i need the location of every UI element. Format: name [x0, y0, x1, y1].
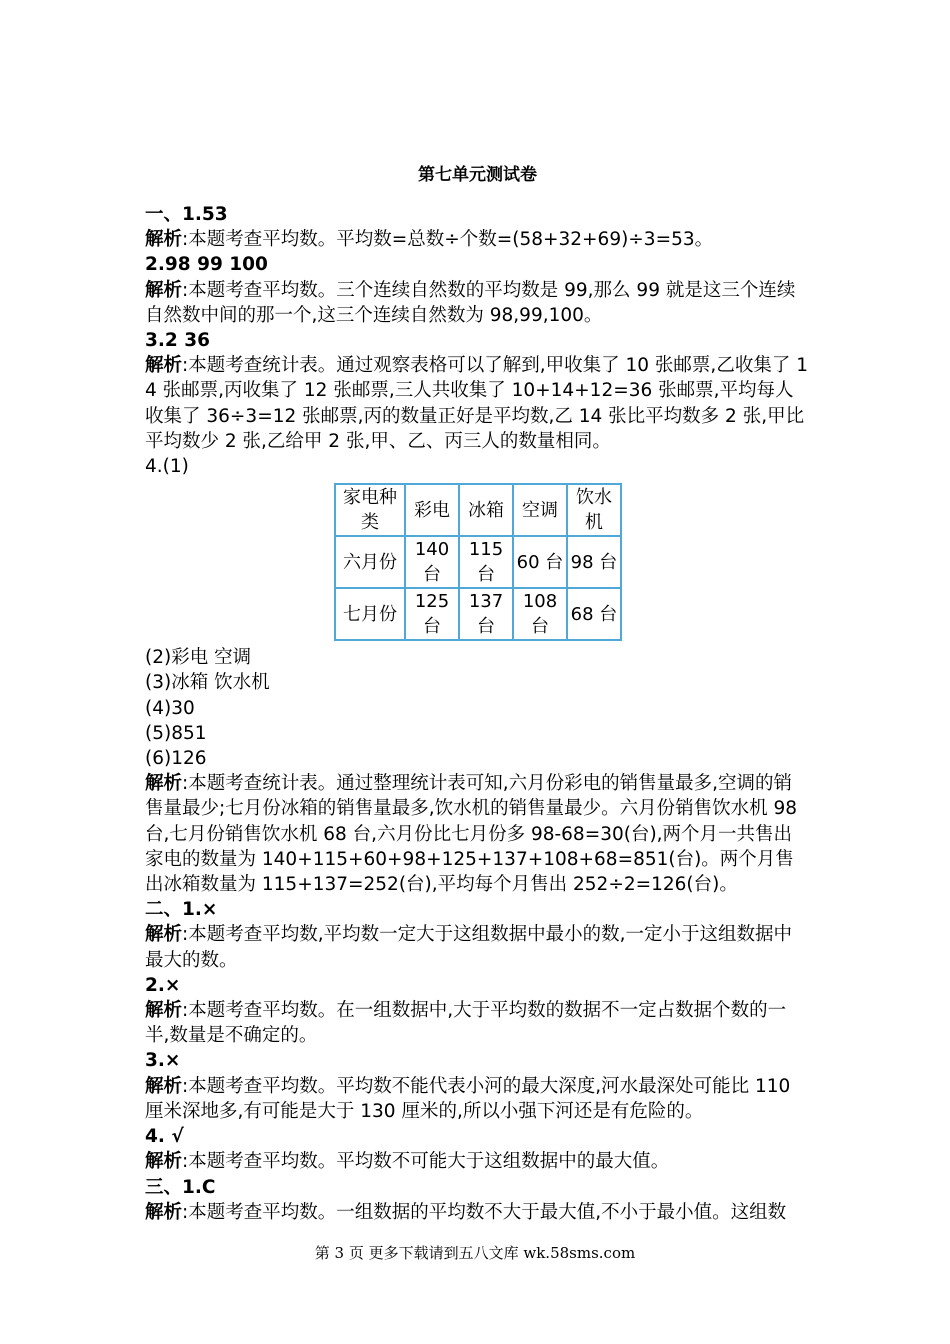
appliance-sales-table-wrap [334, 483, 810, 641]
s2-q2-analysis: 解析:本题考查平均数。在一组数据中,大于平均数的数据不一定占数据个数的一半,数量是不确定的。 [145, 1000, 787, 1047]
s3-q1-answer: 三、1.C [145, 1176, 216, 1198]
s2-q2-answer: 2.× [145, 974, 181, 996]
table-cell: 115 台 [459, 536, 513, 588]
s1-q1-answer: 一、1.53 [145, 204, 228, 225]
table-header-cell: 冰箱 [459, 484, 513, 536]
s1-q1-analysis: 解析:本题考查平均数。平均数=总数÷个数=(58+32+69)÷3=53。 [145, 229, 714, 251]
analysis-label: 解析 [145, 1201, 183, 1223]
page-title: 第七单元测试卷 [418, 165, 537, 185]
table-row [335, 536, 621, 588]
s1-q2-answer: 2.98 99 100 [145, 254, 268, 276]
table-cell: 七月份 [335, 588, 405, 640]
table-row [335, 588, 621, 640]
analysis-label: 解析 [145, 924, 183, 946]
table-header-cell: 空调 [513, 484, 567, 536]
appliance-sales-table [334, 483, 622, 641]
s1-q3-analysis: 解析:本题考查统计表。通过观察表格可以了解到,甲收集了 10 张邮票,乙收集了 14 张邮票,丙收集了 12 张邮票,三人共收集了 10+14+12=36 张邮票,平均每人收集了 36÷3=12 张邮票,丙的数量正好是平均数,乙 14 张比平均数多 2 张,甲比平均数少 2 张,乙给甲 2 张,甲、乙、丙三人的数量相同。 [145, 355, 808, 452]
analysis-label: 解析 [145, 773, 183, 795]
table-cell: 137 台 [459, 588, 513, 640]
table-cell: 125 台 [405, 588, 459, 640]
s2-q4-answer: 4. √ [145, 1126, 184, 1148]
table-cell: 140 台 [405, 536, 459, 588]
s3-q1-analysis: 解析:本题考查平均数。一组数据的平均数不大于最大值,不小于最小值。这组数 [145, 1201, 787, 1223]
s1-q4-3: (3)冰箱 饮水机 [145, 672, 270, 694]
table-cell: 60 台 [513, 536, 567, 588]
s2-q3-analysis: 解析:本题考查平均数。平均数不能代表小河的最大深度,河水最深处可能比 110 厘米深地多,有可能是大于 130 厘米的,所以小强下河还是有危险的。 [145, 1075, 791, 1122]
s1-q4-label: 4.(1) [145, 456, 189, 478]
table-header-cell: 彩电 [405, 484, 459, 536]
s2-q3-answer: 3.× [145, 1050, 181, 1072]
analysis-label: 解析 [145, 279, 183, 301]
analysis-label: 解析 [145, 1075, 183, 1097]
table-cell: 98 台 [567, 536, 621, 588]
s1-q4-6: (6)126 [145, 748, 207, 770]
table-header-cell: 饮水机 [567, 484, 621, 536]
analysis-label: 解析 [145, 1000, 183, 1022]
s2-q1-analysis: 解析:本题考查平均数,平均数一定大于这组数据中最小的数,一定小于这组数据中最大的数。 [145, 924, 793, 971]
table-cell: 108 台 [513, 588, 567, 640]
page-footer: 第 3 页 更多下载请到五八文库 wk.58sms.com [314, 1244, 636, 1262]
analysis-label: 解析 [145, 355, 183, 377]
s1-q2-analysis: 解析:本题考查平均数。三个连续自然数的平均数是 99,那么 99 就是这三个连续自然数中间的那一个,这三个连续自然数为 98,99,100。 [145, 279, 796, 326]
table-header-cell: 家电种类 [335, 484, 405, 536]
document-body [145, 160, 810, 1225]
s2-q1-answer: 二、1.× [145, 899, 218, 921]
s1-q4-4: (4)30 [145, 697, 195, 719]
s1-q4-2: (2)彩电 空调 [145, 647, 252, 669]
table-cell: 68 台 [567, 588, 621, 640]
s1-q3-answer: 3.2 36 [145, 330, 210, 352]
table-cell: 六月份 [335, 536, 405, 588]
analysis-label: 解析 [145, 229, 183, 251]
s2-q4-analysis: 解析:本题考查平均数。平均数不可能大于这组数据中的最大值。 [145, 1151, 670, 1173]
analysis-label: 解析 [145, 1151, 183, 1173]
table-header-row [335, 484, 621, 536]
s1-q4-analysis: 解析:本题考查统计表。通过整理统计表可知,六月份彩电的销售量最多,空调的销售量最少;七月份冰箱的销售量最多,饮水机的销售量最少。六月份销售饮水机 98 台,七月份销售饮水机 68 台,六月份比七月份多 98-68=30(台),两个月一共售出家电的数量为 140+115+60+98+125+137+108+68=851(台)。两个月售出冰箱数量为 115+137=252(台),平均每个月售出 252÷2=126(台)。 [145, 773, 798, 896]
s1-q4-5: (5)851 [145, 722, 207, 744]
